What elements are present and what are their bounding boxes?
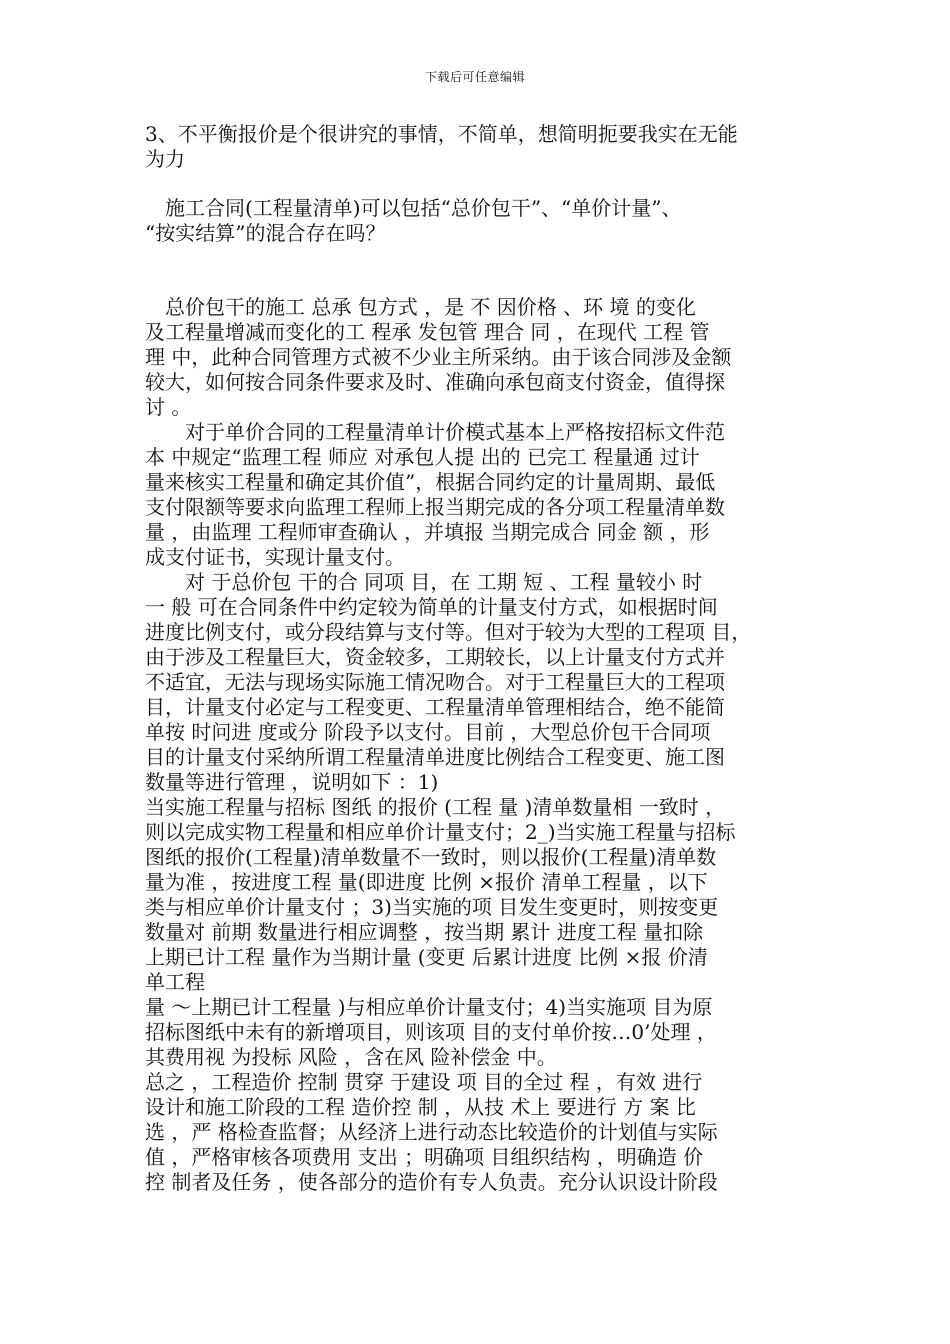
- text-line: 成支付证书，实现计量支付。: [145, 545, 405, 569]
- text-line: 其费用视 为投标 风险 ，含在风 险补偿金 中。: [145, 1045, 557, 1069]
- text-line: 单按 时问进 度或分 阶段予以支付。目前 ，大型总价包干合同项: [145, 720, 711, 744]
- text-line: 施工合同(工程量清单)可以包括“总价包干”、“单价计量”、: [145, 196, 682, 220]
- text-line: 目的计量支付采纳所谓工程量清单进度比例结合工程变更、施工图: [145, 745, 725, 769]
- text-line: 理 中，此种合同管理方式被不少业主所采纳。由于该合同涉及金额: [145, 345, 732, 369]
- text-line: 设计和施工阶段的工程 造价控 制 ，从技 术上 要进行 方 案 比: [145, 1095, 696, 1119]
- text-line: 对 于总价包 干的合 同项 目，在 工期 短 、工程 量较小 时: [145, 570, 703, 594]
- text-line: 总之 ，工程造价 控制 贯穿 于建设 项 目的全过 程 ，有效 进行: [145, 1070, 703, 1094]
- paragraph-gap: [145, 172, 810, 196]
- text-line: 单工程: [145, 970, 205, 994]
- text-line: 不适宜，无法与现场实际施工情况吻合。对于工程量巨大的工程项: [145, 670, 725, 694]
- text-line: 量 ～上期已计工程量 )与相应单价计量支付；4)当实施项 目为原: [145, 995, 713, 1019]
- text-line: 支付限额等要求向监理工程师上报当期完成的各分项工程量清单数: [145, 495, 725, 519]
- text-line: 数量等进行管理 ，说明如下 ：1): [145, 770, 439, 794]
- text-line: 则以完成实物工程量和相应单价计量支付；2_)当实施工程量与招标: [145, 820, 736, 844]
- text-line: 控 制者及任务 ，使各部分的造价有专人负责。充分认识设计阶段: [145, 1170, 718, 1194]
- text-line: 本 中规定“监理工程 师应 对承包人提 出的 已完工 程量通 过计: [145, 445, 700, 469]
- text-line: 对于单价合同的工程量清单计价模式基本上严格按招标文件范: [145, 420, 725, 444]
- text-line: 目，计量支付必定与工程变更、工程量清单管理相结合，绝不能简: [145, 695, 725, 719]
- text-line: 讨 。: [145, 395, 192, 419]
- text-line: 进度比例支付，或分段结算与支付等。但对于较为大型的工程项 目，: [145, 620, 752, 644]
- text-line: 招标图纸中未有的新增项目，则该项 目的支付单价按…0’处理 ，: [145, 1020, 717, 1044]
- text-line: 当实施工程量与招标 图纸 的报价 (工程 量 )清单数量相 一致时 ，: [145, 795, 726, 819]
- text-line: 量为准 ，按进度工程 量(即进度 比例 ×报价 清单工程量 ，以下: [145, 870, 708, 894]
- text-line: 一 般 可在合同条件中约定较为简单的计量支付方式，如根据时间: [145, 595, 718, 619]
- text-line: 由于涉及工程量巨大，资金较多，工期较长，以上计量支付方式并: [145, 645, 725, 669]
- text-line: “按实结算”的混合存在吗？: [145, 221, 386, 245]
- text-line: 选 ，严 格检查监督；从经济上进行动态比较造价的计划值与实际: [145, 1120, 718, 1144]
- text-line: 总价包干的施工 总承 包方式 ，是 不 因价格 、环 境 的变化: [145, 295, 696, 319]
- text-line: 为力: [145, 147, 185, 171]
- text-line: 量 ，由监理 工程师审查确认 ，并填报 当期完成合 同金 额 ，形: [145, 520, 710, 544]
- text-line: 3、不平衡报价是个很讲究的事情，不简单，想简明扼要我实在无能: [145, 122, 738, 146]
- text-line: 图纸的报价(工程量)清单数量不一致时，则以报价(工程量)清单数: [145, 845, 717, 869]
- text-line: 较大，如何按合同条件要求及时、准确向承包商支付资金，值得探: [145, 370, 725, 394]
- text-line: 量来核实工程量和确定其价值”，根据合同约定的计量周期、最低: [145, 470, 716, 494]
- text-line: 上期已计工程 量作为当期计量 (变更 后累计进度 比例 ×报 价清: [145, 945, 708, 969]
- text-line: 数量对 前期 数量进行相应调整 ，按当期 累计 进度工程 量扣除: [145, 920, 704, 944]
- text-line: 类与相应单价计量支付 ；3)当实施的项 目发生变更时，则按变更: [145, 895, 719, 919]
- paragraph-gap: [145, 246, 810, 295]
- text-line: 值 ，严格审核各项费用 支出 ；明确项 目组织结构 ，明确造 价: [145, 1145, 704, 1169]
- page-header: 下载后可任意编辑: [424, 70, 525, 84]
- document-body: [145, 122, 810, 1195]
- text-line: 及工程量增减而变化的工 程承 发包管 理合 同 ，在现代 工程 管: [145, 320, 710, 344]
